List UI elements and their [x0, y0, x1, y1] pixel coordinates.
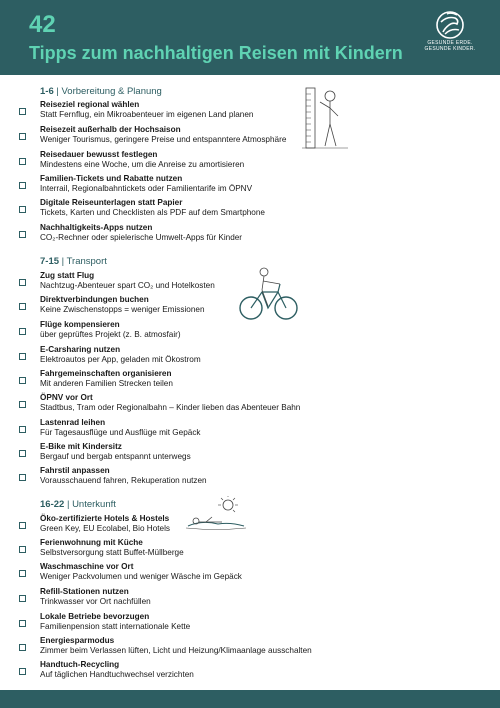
item-description: Mit anderen Familien Strecken teilen — [40, 379, 173, 388]
item-title: Reiseziel regional wählen — [40, 100, 140, 109]
item-description: Stadtbus, Tram oder Regionalbahn – Kinder lieben das Abenteuer Bahn — [40, 403, 301, 412]
list-item — [0, 174, 500, 196]
sunbathing-illustration — [182, 496, 250, 532]
list-item — [0, 320, 500, 342]
item-title: Nachhaltigkeits-Apps nutzen — [40, 223, 153, 232]
list-item — [0, 125, 500, 147]
header-banner — [0, 0, 500, 75]
checkbox[interactable] — [19, 206, 26, 213]
item-description: Zimmer beim Verlassen lüften, Licht und Heizung/Klimaanlage ausschalten — [40, 646, 312, 655]
item-title: Digitale Reiseunterlagen statt Papier — [40, 198, 183, 207]
section-heading-transport: 7-15 | Transport — [40, 256, 107, 267]
item-title: Lastenrad leihen — [40, 418, 106, 427]
footer-bar — [0, 690, 500, 708]
checkbox[interactable] — [19, 353, 26, 360]
list-item — [0, 393, 500, 415]
item-description: Nachtzug-Abenteuer spart CO₂ und Hotelkosten — [40, 281, 215, 290]
item-description: Weniger Packvolumen und weniger Wäsche im Gepäck — [40, 572, 242, 581]
list-item — [0, 587, 500, 609]
item-description: Trinkwasser vor Ort nachfüllen — [40, 597, 151, 606]
item-description: Green Key, EU Ecolabel, Bio Hotels — [40, 524, 170, 533]
item-title: Ferienwohnung mit Küche — [40, 538, 143, 547]
list-item — [0, 150, 500, 172]
checkbox[interactable] — [19, 303, 26, 310]
item-description: Bergauf und bergab entspannt unterwegs — [40, 452, 191, 461]
item-description: Elektroautos per App, geladen mit Ökostrom — [40, 355, 201, 364]
item-title: E-Bike mit Kindersitz — [40, 442, 122, 451]
item-title: Fahrgemeinschaften organisieren — [40, 369, 172, 378]
checkbox[interactable] — [19, 108, 26, 115]
item-description: Mindestens eine Woche, um die Anreise zu amortisieren — [40, 160, 245, 169]
item-title: Energiesparmodus — [40, 636, 115, 645]
checkbox[interactable] — [19, 401, 26, 408]
checkbox[interactable] — [19, 158, 26, 165]
item-title: Flüge kompensieren — [40, 320, 120, 329]
item-description: über geprüftes Projekt (z. B. atmosfair) — [40, 330, 181, 339]
checkbox[interactable] — [19, 133, 26, 140]
logo-text-line2: GESUNDE KINDER. — [424, 46, 476, 52]
item-title: Refill-Stationen nutzen — [40, 587, 129, 596]
item-title: Handtuch-Recycling — [40, 660, 120, 669]
checkbox[interactable] — [19, 668, 26, 675]
item-title: Öko-zertifizierte Hotels & Hostels — [40, 514, 170, 523]
item-title: Fahrstil anpassen — [40, 466, 110, 475]
item-title: Reisezeit außerhalb der Hochsaison — [40, 125, 181, 134]
list-item — [0, 636, 500, 658]
list-item — [0, 369, 500, 391]
item-description: Keine Zwischenstopps = weniger Emissionen — [40, 305, 205, 314]
section-heading-preparation: 1-6 | Vorbereitung & Planung — [40, 86, 162, 97]
checkbox[interactable] — [19, 546, 26, 553]
list-item — [0, 514, 500, 536]
checkbox[interactable] — [19, 570, 26, 577]
item-title: Reisedauer bewusst festlegen — [40, 150, 158, 159]
checkbox[interactable] — [19, 182, 26, 189]
item-description: Familienpension statt internationale Kette — [40, 622, 191, 631]
cyclist-illustration — [238, 266, 300, 322]
item-title: Waschmaschine vor Ort — [40, 562, 134, 571]
item-description: Für Tagesausflüge und Ausflüge mit Gepäck — [40, 428, 201, 437]
item-description: CO₂-Rechner oder spielerische Umwelt-Apps für Kinder — [40, 233, 243, 242]
item-title: E-Carsharing nutzen — [40, 345, 121, 354]
item-description: Vorausschauend fahren, Rekuperation nutzen — [40, 476, 207, 485]
list-item — [0, 562, 500, 584]
section-heading-accommodation: 16-22 | Unterkunft — [40, 499, 116, 510]
checkbox[interactable] — [19, 231, 26, 238]
checkbox[interactable] — [19, 620, 26, 627]
list-item — [0, 223, 500, 245]
checkbox[interactable] — [19, 377, 26, 384]
item-description: Statt Fernflug, ein Mikroabenteuer im eigenen Land planen — [40, 110, 254, 119]
checkbox[interactable] — [19, 595, 26, 602]
list-item — [0, 442, 500, 464]
item-description: Weniger Tourismus, geringere Preise und entspanntere Atmosphäre — [40, 135, 287, 144]
item-title: ÖPNV vor Ort — [40, 393, 93, 402]
checkbox[interactable] — [19, 328, 26, 335]
list-item — [0, 418, 500, 440]
item-title: Familien-Tickets und Rabatte nutzen — [40, 174, 183, 183]
checkbox[interactable] — [19, 426, 26, 433]
item-title: Lokale Betriebe bevorzugen — [40, 612, 150, 621]
list-item — [0, 660, 500, 682]
item-description: Selbstversorgung statt Buffet-Müllberge — [40, 548, 184, 557]
list-item — [0, 466, 500, 488]
page-title: Tipps zum nachhaltigen Reisen mit Kindern — [29, 43, 403, 63]
list-item — [0, 612, 500, 634]
item-description: Interrail, Regionalbahntickets oder Familientarife im ÖPNV — [40, 184, 253, 193]
list-item — [0, 100, 500, 122]
item-title: Direktverbindungen buchen — [40, 295, 149, 304]
child-ruler-illustration — [300, 84, 352, 150]
list-item — [0, 198, 500, 220]
item-description: Tickets, Karten und Checklisten als PDF auf dem Smartphone — [40, 208, 265, 217]
checkbox[interactable] — [19, 279, 26, 286]
checkbox[interactable] — [19, 474, 26, 481]
brand-logo — [418, 10, 482, 60]
checkbox[interactable] — [19, 450, 26, 457]
list-item — [0, 345, 500, 367]
logo-text-line1: GESUNDE ERDE. — [427, 40, 473, 46]
list-item — [0, 538, 500, 560]
item-description: Auf täglichen Handtuchwechsel verzichten — [40, 670, 194, 679]
checkbox[interactable] — [19, 644, 26, 651]
checkbox[interactable] — [19, 522, 26, 529]
tips-count: 42 — [29, 11, 56, 38]
item-title: Zug statt Flug — [40, 271, 95, 280]
globe-leaf-icon — [435, 10, 465, 40]
